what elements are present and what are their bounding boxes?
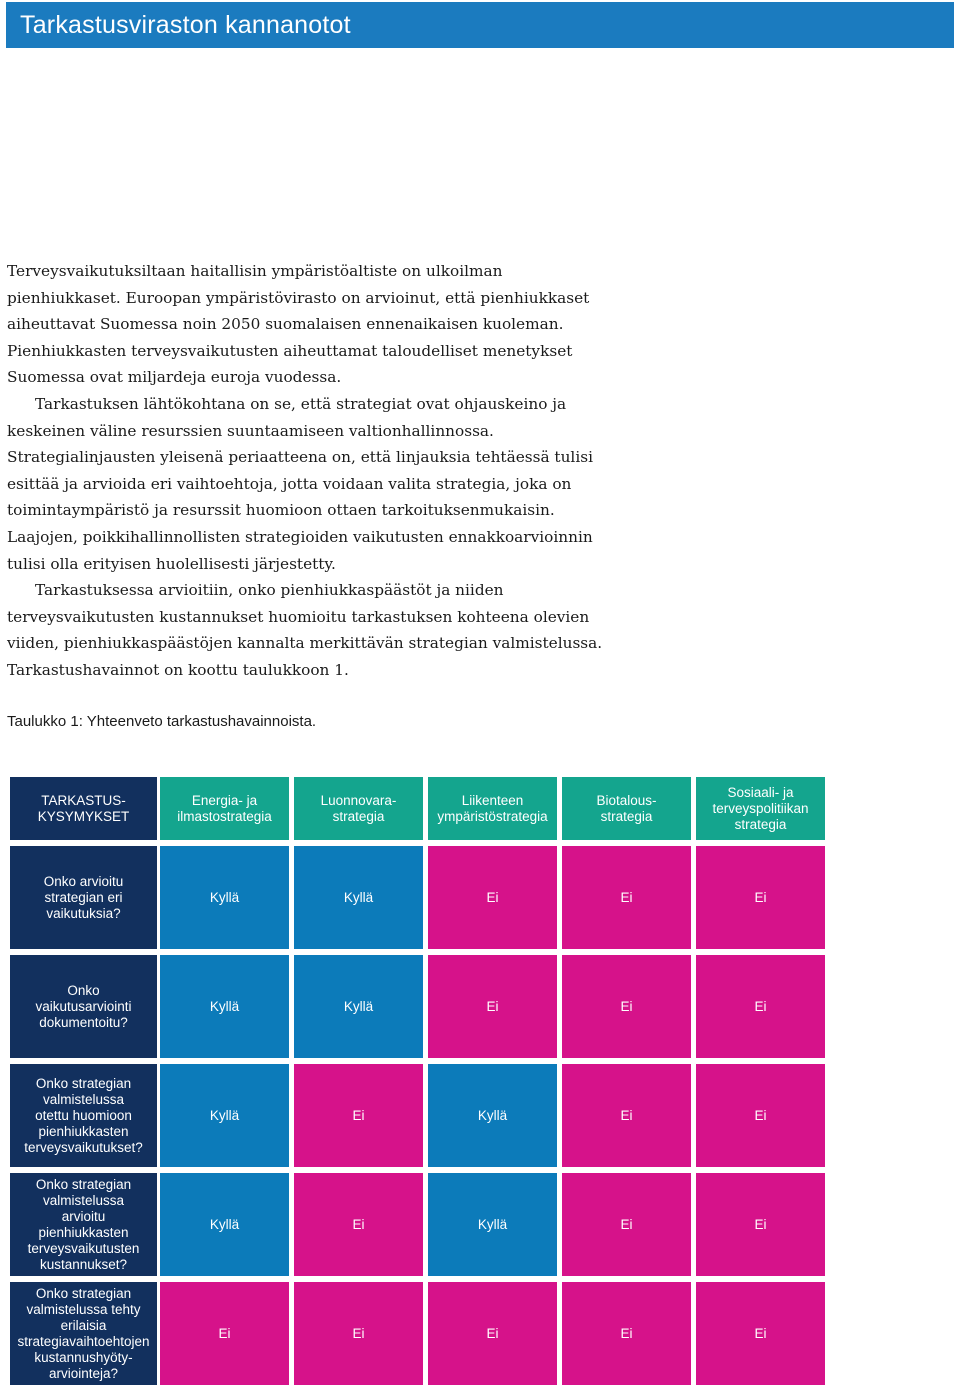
answer-yes-cell: Kyllä [160,955,289,1058]
answer-no-cell: Ei [294,1282,423,1385]
paragraph-1: Terveysvaikutuksiltaan haitallisin ympäristöaltiste on ulkoilman pienhiukkaset. Euroopan ympäristövirasto on arvioinut, että pienhiukkaset aiheuttavat Suomessa noin 2050 suomalaisen ennenaikaisen kuoleman. Pienhiukkasten terveysvaikutusten aiheuttamat taloudelliset menetykset Suomessa ovat miljardeja euroja vuodessa. [7,262,590,387]
table-header-strategy: Sosiaali- ja terveyspolitiikan strategia [696,777,825,840]
answer-yes-cell: Kyllä [160,846,289,949]
answer-no-cell: Ei [428,1282,557,1385]
body-text [7,258,619,684]
answer-no-cell: Ei [696,1173,825,1276]
answer-no-cell: Ei [562,1064,691,1167]
header-bar [6,2,954,48]
answer-no-cell: Ei [428,846,557,949]
answer-no-cell: Ei [696,846,825,949]
answer-yes-cell: Kyllä [160,1064,289,1167]
table-header-strategy: Biotalous- strategia [562,777,691,840]
table-header-strategy: Luonnovara- strategia [294,777,423,840]
answer-yes-cell: Kyllä [428,1064,557,1167]
table-header-strategy: Energia- ja ilmastostrategia [160,777,289,840]
paragraph-2: Tarkastuksen lähtökohtana on se, että strategiat ovat ohjauskeino ja keskeinen väline resurssien suuntaamiseen valtionhallinnossa. Strategialinjausten yleisenä periaatteena on, että linjauksia tehtäessä tulisi esittää ja arvioida eri vaihtoehtoja, jotta voidaan valita strategia, joka on toimintaympäristö ja resurssit huomioon ottaen tarkoituksenmukaisin. Laajojen, poikkihallinnollisten strategioiden vaikutusten ennakkoarvioinnin tulisi olla erityisen huolellisesti järjestetty. [7,394,593,573]
table-question-cell: Onko strategian valmistelussa tehty erilaisia strategiavaihtoehtojen kustannushyöty- arviointeja? [10,1282,157,1385]
answer-yes-cell: Kyllä [294,846,423,949]
answer-no-cell: Ei [294,1064,423,1167]
table-question-cell: Onko strategian valmistelussa arvioitu pienhiukkasten terveysvaikutusten kustannukset? [10,1173,157,1276]
paragraph-3: Tarkastuksessa arvioitiin, onko pienhiukkaspäästöt ja niiden terveysvaikutusten kustannukset huomioitu tarkastuksen kohteena olevien viiden, pienhiukkaspäästöjen kannalta merkittävän strategian valmistelussa. Tarkastushavainnot on koottu taulukkoon 1. [7,581,603,679]
answer-no-cell: Ei [696,1064,825,1167]
answer-no-cell: Ei [160,1282,289,1385]
table-header-strategy: Liikenteen ympäristöstrategia [428,777,557,840]
answer-no-cell: Ei [562,1173,691,1276]
table-header-questions: TARKASTUS- KYSYMYKSET [10,777,157,840]
answer-yes-cell: Kyllä [160,1173,289,1276]
table-question-cell: Onko vaikutusarviointi dokumentoitu? [10,955,157,1058]
answer-no-cell: Ei [562,846,691,949]
answer-no-cell: Ei [696,1282,825,1385]
answer-no-cell: Ei [562,955,691,1058]
answer-no-cell: Ei [696,955,825,1058]
table-question-cell: Onko strategian valmistelussa otettu huomioon pienhiukkasten terveysvaikutukset? [10,1064,157,1167]
answer-no-cell: Ei [428,955,557,1058]
answer-yes-cell: Kyllä [428,1173,557,1276]
page-title: Tarkastusviraston kannanotot [20,10,351,39]
answer-no-cell: Ei [562,1282,691,1385]
answer-no-cell: Ei [294,1173,423,1276]
table-question-cell: Onko arvioitu strategian eri vaikutuksia? [10,846,157,949]
answer-yes-cell: Kyllä [294,955,423,1058]
table-caption: Taulukko 1: Yhteenveto tarkastushavainnoista. [7,713,317,730]
